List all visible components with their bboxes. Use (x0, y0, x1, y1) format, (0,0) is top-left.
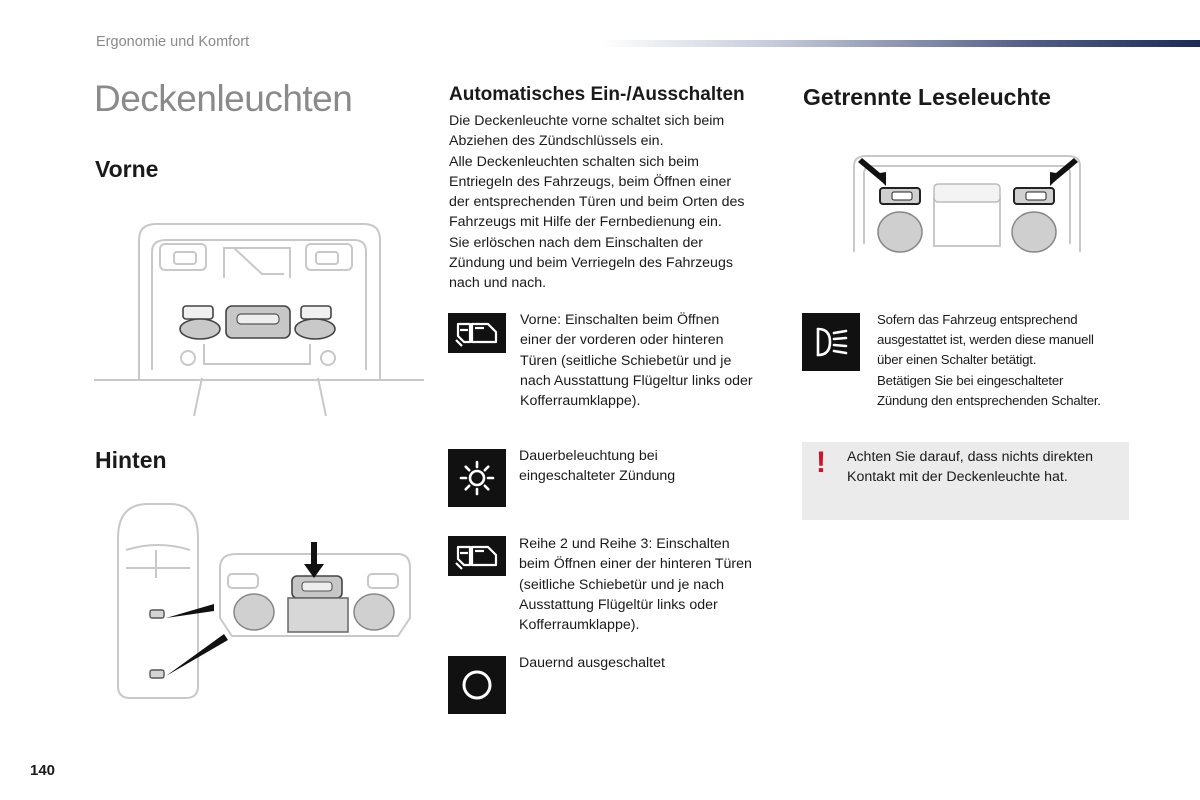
reading-lamp-illustration (852, 152, 1082, 256)
warning-box (802, 442, 1129, 520)
door-car-icon (448, 536, 506, 576)
warning-icon: ! (816, 446, 826, 479)
section-label: Ergonomie und Komfort (96, 34, 250, 50)
front-heading: Vorne (95, 156, 159, 182)
circle-off-icon (448, 656, 506, 714)
auto-heading: Automatisches Ein-/Ausschalten (449, 84, 745, 105)
header-gradient-bar (600, 40, 1200, 47)
rear-heading: Hinten (95, 447, 167, 473)
reading-text: Sofern das Fahrzeug entsprechend ausgestattet ist, werden diese manuell über einen Schalter betätigt. Betätigen Sie bei eingeschalteter Zündung den entsprechenden Schalter. (877, 312, 1101, 408)
reading-heading: Getrennte Leseleuchte (803, 84, 1051, 110)
mode-rear-text: Reihe 2 und Reihe 3: Einschalten beim Öffnen einer der hinteren Türen (seitliche Schiebetür und je nach Ausstattung Flügeltür links oder Kofferraumklappe). (519, 536, 752, 634)
sun-icon (448, 449, 506, 507)
auto-paragraph: Die Deckenleuchte vorne schaltet sich beim Abziehen des Zündschlüssels ein. Alle Deckenleuchten schalten sich beim Entriegeln des Fahrzeugs, beim Öffnen einer der entsprechenden Türen und beim Orten des Fahrzeugs mit Hilfe der Fernbedienung ein. Sie erlöschen nach dem Einschalten der Zündung und beim Verriegeln des Fahrzeugs nach und nach. (449, 113, 745, 292)
mode-front-text: Vorne: Einschalten beim Öffnen einer der vorderen oder hinteren Türen (seitliche Schiebetür und je nach Ausstattung Flügeltur links oder Kofferraumklappe). (520, 312, 753, 410)
mode-permanent-text: Dauerbeleuchtung bei eingeschalteter Zündung (519, 448, 676, 485)
warning-text: Achten Sie darauf, dass nichts direkten Kontakt mit der Deckenleuchte hat. (847, 449, 1094, 486)
page-number: 140 (30, 762, 56, 779)
door-car-icon (448, 313, 506, 353)
rear-ceiling-light-illustration (108, 498, 428, 704)
mode-off-text: Dauernd ausgeschaltet (519, 655, 665, 671)
reading-lamp-icon (802, 313, 860, 371)
page-title: Deckenleuchten (94, 78, 353, 119)
front-ceiling-light-illustration (94, 218, 424, 418)
